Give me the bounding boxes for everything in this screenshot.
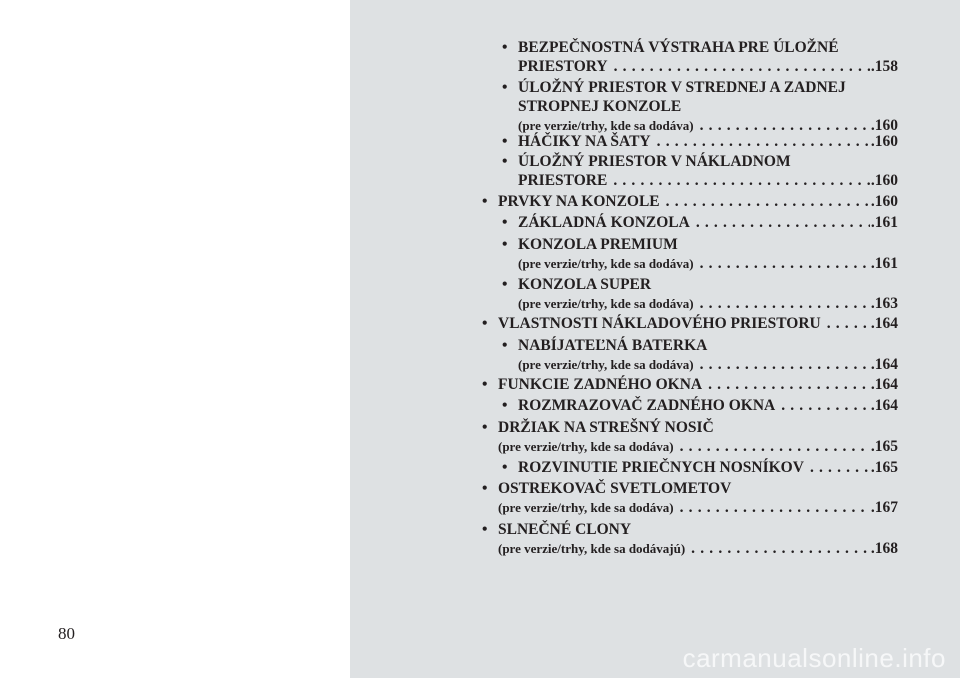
- toc-entry-title: PRVKY NA KONZOLE: [498, 193, 660, 210]
- toc-entry-crossbar-deployment[interactable]: [502, 458, 898, 477]
- toc-entry-availability-note: (pre verzie/trhy, kde sa dodáva): [498, 500, 674, 515]
- toc-entry-page: .165: [870, 438, 898, 455]
- toc-entry-page: .164: [870, 356, 898, 373]
- toc-entry-title: KONZOLA PREMIUM: [518, 236, 678, 253]
- toc-entry-page: .160: [870, 172, 898, 189]
- dot-leader: [608, 57, 870, 76]
- bullet-icon: •: [482, 376, 488, 393]
- toc-entry-coat-hooks[interactable]: [502, 132, 898, 151]
- toc-entry-title: OSTREKOVAČ SVETLOMETOV: [498, 480, 732, 497]
- bullet-icon: •: [502, 459, 508, 476]
- toc-entry-roof-rack[interactable]: [482, 418, 898, 456]
- toc-entry-page: .158: [870, 58, 898, 75]
- bullet-icon: •: [502, 337, 508, 354]
- toc-entry-title: NABÍJATEĽNÁ BATERKA: [518, 337, 708, 354]
- dot-leader: [694, 254, 870, 273]
- table-of-contents: [350, 0, 960, 678]
- toc-entry-title: FUNKCIE ZADNÉHO OKNA: [498, 376, 703, 393]
- toc-entry-title: ÚLOŽNÝ PRIESTOR V STREDNEJ A ZADNEJ: [518, 79, 846, 96]
- bullet-icon: •: [502, 214, 508, 231]
- toc-entry-console-features[interactable]: [482, 192, 898, 211]
- toc-entry-title: VLASTNOSTI NÁKLADOVÉHO PRIESTORU: [498, 315, 821, 332]
- toc-entry-availability-note: (pre verzie/trhy, kde sa dodáva): [518, 256, 694, 271]
- dot-leader: [804, 458, 870, 477]
- toc-entry-availability-note: (pre verzie/trhy, kde sa dodáva): [518, 296, 694, 311]
- toc-entry-title: DRŽIAK NA STREŠNÝ NOSIČ: [498, 419, 714, 436]
- toc-entry-title-continued: STROPNEJ KONZOLE: [518, 98, 682, 115]
- bullet-icon: •: [482, 521, 488, 538]
- bullet-icon: •: [502, 397, 508, 414]
- bullet-icon: •: [482, 419, 488, 436]
- dot-leader: [694, 355, 870, 374]
- dot-leader: [694, 294, 870, 313]
- toc-entry-sun-visors[interactable]: [482, 520, 898, 558]
- toc-entry-title: KONZOLA SUPER: [518, 276, 652, 293]
- bullet-icon: •: [482, 193, 488, 210]
- left-page: [0, 0, 350, 678]
- toc-entry-cargo-area-storage[interactable]: [502, 152, 898, 190]
- bullet-icon: •: [502, 39, 508, 56]
- toc-entry-overhead-console-storage[interactable]: [502, 78, 898, 135]
- toc-entry-super-console[interactable]: [502, 275, 898, 313]
- toc-entry-title: ÚLOŽNÝ PRIESTOR V NÁKLADNOM: [518, 153, 791, 170]
- toc-entry-title-continued: PRIESTORY: [518, 58, 608, 75]
- toc-entry-title: ZÁKLADNÁ KONZOLA: [518, 214, 690, 231]
- dot-leader: [821, 314, 870, 333]
- watermark: carmanualsonline.info: [682, 643, 946, 673]
- toc-entry-cargo-area-features[interactable]: [482, 314, 898, 333]
- toc-entry-rechargeable-flashlight[interactable]: [502, 336, 898, 374]
- bullet-icon: •: [482, 480, 488, 497]
- bullet-icon: •: [502, 153, 508, 170]
- dot-leader: [674, 437, 870, 456]
- toc-entry-page: .167: [870, 499, 898, 516]
- toc-entry-title: SLNEČNÉ CLONY: [498, 521, 632, 538]
- toc-entry-page: .168: [870, 540, 898, 557]
- toc-entry-page: .160: [870, 133, 898, 150]
- dot-leader: [775, 396, 870, 415]
- toc-entry-page: .164: [870, 397, 898, 414]
- dot-leader: [674, 498, 870, 517]
- toc-entry-availability-note: (pre verzie/trhy, kde sa dodávajú): [498, 541, 686, 556]
- toc-entry-page: .160: [870, 117, 898, 134]
- toc-entry-headlight-washers[interactable]: [482, 479, 898, 517]
- dot-leader: [660, 192, 870, 211]
- toc-entry-page: .164: [870, 315, 898, 332]
- toc-entry-page: .165: [870, 459, 898, 476]
- page-number: 80: [58, 624, 75, 643]
- toc-entry-page: .161: [870, 214, 898, 231]
- dot-leader: [702, 375, 870, 394]
- toc-entry-page: .163: [870, 295, 898, 312]
- toc-entry-premium-console[interactable]: [502, 235, 898, 273]
- dot-leader: [607, 171, 870, 190]
- toc-entry-availability-note: (pre verzie/trhy, kde sa dodáva): [518, 118, 694, 133]
- toc-entry-availability-note: (pre verzie/trhy, kde sa dodáva): [498, 439, 674, 454]
- toc-entry-title: ROZMRAZOVAČ ZADNÉHO OKNA: [518, 397, 776, 414]
- toc-entry-page: .161: [870, 255, 898, 272]
- toc-entry-rear-window-features[interactable]: [482, 375, 898, 394]
- toc-entry-title: HÁČIKY NA ŠATY: [518, 133, 651, 150]
- toc-entry-availability-note: (pre verzie/trhy, kde sa dodáva): [518, 357, 694, 372]
- bullet-icon: •: [502, 79, 508, 96]
- dot-leader: [690, 213, 870, 232]
- right-page: [350, 0, 960, 678]
- toc-entry-page: .160: [870, 193, 898, 210]
- toc-entry-page: .164: [870, 376, 898, 393]
- toc-entry-rear-window-defroster[interactable]: [502, 396, 898, 415]
- toc-entry-title: BEZPEČNOSTNÁ VÝSTRAHA PRE ÚLOŽNÉ: [518, 39, 839, 56]
- toc-entry-title: ROZVINUTIE PRIEČNYCH NOSNÍKOV: [518, 459, 804, 476]
- bullet-icon: •: [502, 133, 508, 150]
- toc-entry-title-continued: PRIESTORE: [518, 172, 608, 189]
- dot-leader: [685, 539, 870, 558]
- dot-leader: [651, 132, 870, 151]
- bullet-icon: •: [502, 236, 508, 253]
- toc-entry-storage-safety-warning[interactable]: [502, 38, 898, 76]
- toc-entry-base-console[interactable]: [502, 213, 898, 232]
- bullet-icon: •: [482, 315, 488, 332]
- bullet-icon: •: [502, 276, 508, 293]
